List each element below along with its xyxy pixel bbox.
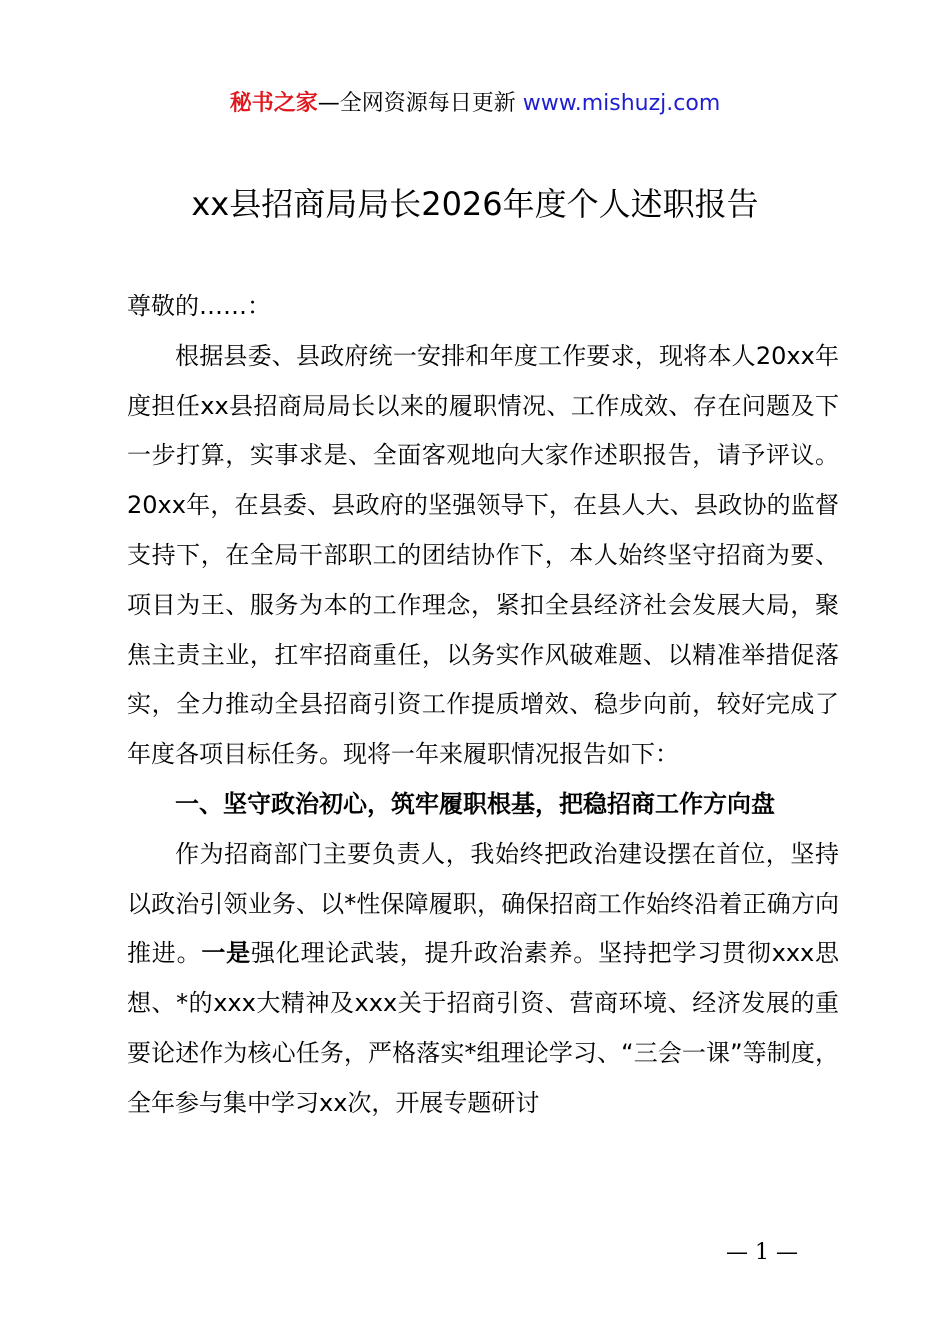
section-1-rest-text: 强化理论武装，提升政治素养。坚持把学习贯彻xxx思想、*的xxx大精神及xxx关于招商引资、营商环境、经济发展的重要论述作为核心任务，严格落实*组理论学习、“三会一课”等制度，全年参与集中学习xx次，开展专题研讨	[127, 939, 840, 1117]
page-number: — 1 —	[726, 1240, 798, 1265]
site-slogan: —全网资源每日更新	[317, 91, 523, 116]
site-url-link[interactable]: www.mishuzj.com	[522, 91, 721, 116]
section-heading-1: 一、坚守政治初心，筑牢履职根基，把稳招商工作方向盘	[175, 789, 775, 818]
document-title: xx县招商局局长2026年度个人述职报告	[191, 185, 759, 223]
point-label-one: 一是	[201, 939, 251, 968]
section-1-lead-text: 作为招商部门主要负责人，我始终把政治建设摆在首位，坚持以政治引领业务、以*性保障履职，确保招商工作始终沿着正确方向推进。	[127, 839, 839, 968]
document-body	[127, 282, 839, 1129]
salutation: 尊敬的……：	[127, 292, 271, 320]
site-header	[0, 88, 950, 120]
section-1-paragraph	[127, 830, 839, 1129]
intro-paragraph: 根据县委、县政府统一安排和年度工作要求，现将本人20xx年度担任xx县招商局局长以来的履职情况、工作成效、存在问题及下一步打算，实事求是、全面客观地向大家作述职报告，请予评议。20xx年，在县委、县政府的坚强领导下，在县人大、县政协的监督支持下，在全局干部职工的团结协作下，本人始终坚守招商为要、项目为王、服务为本的工作理念，紧扣全县经济社会发展大局，聚焦主责主业，扛牢招商重任，以务实作风破难题、以精准举措促落实，全力推动全县招商引资工作提质增效、稳步向前，较好完成了年度各项目标任务。现将一年来履职情况报告如下：	[127, 341, 839, 769]
site-brand: 秘书之家	[229, 91, 318, 116]
